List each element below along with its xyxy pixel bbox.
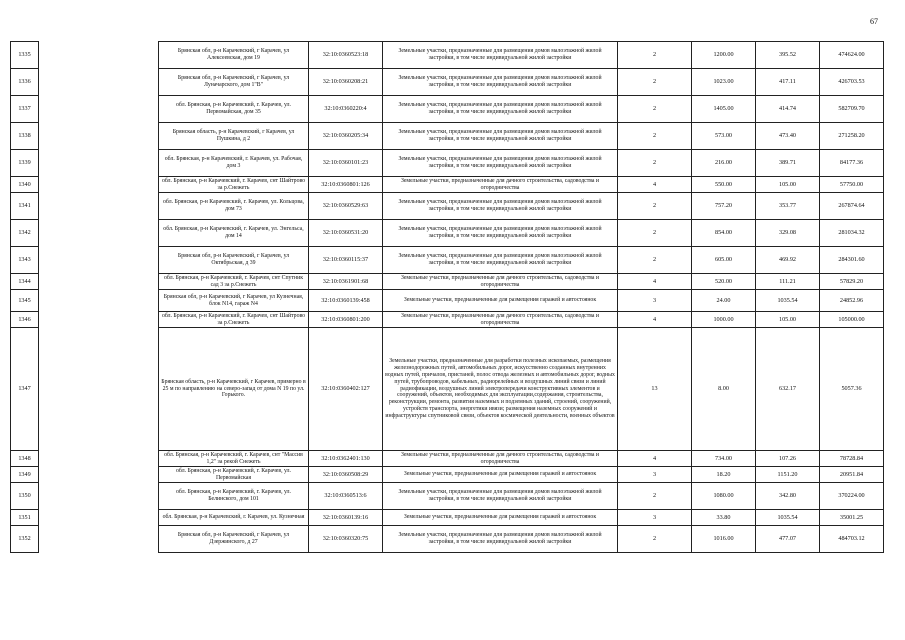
cadastral-number-cell: 32:10:0360402:127: [309, 328, 383, 451]
purpose-cell: Земельные участки, предназначенные для размещения домов малоэтажной жилой застройки, в том числе индивидуальной жилой застройки: [383, 150, 618, 177]
rate-cell: 632.17: [756, 328, 820, 451]
table-row: [11, 247, 884, 274]
cadastral-number-cell: 32:10:0360320:75: [309, 526, 383, 553]
cadastral-value-cell: 370224.00: [820, 483, 884, 510]
area-cell: 33.80: [692, 510, 756, 526]
cadastral-number-cell: 32:10:0360513:6: [309, 483, 383, 510]
table-row: [11, 123, 884, 150]
category-cell: 4: [618, 451, 692, 467]
row-spacer: [39, 290, 159, 312]
row-spacer: [39, 177, 159, 193]
cadastral-value-cell: 267874.64: [820, 193, 884, 220]
table-row: [11, 290, 884, 312]
purpose-cell: Земельные участки, предназначенные для размещения домов малоэтажной жилой застройки, в том числе индивидуальной жилой застройки: [383, 42, 618, 69]
rate-cell: 342.80: [756, 483, 820, 510]
rate-cell: 414.74: [756, 96, 820, 123]
page-number: 67: [870, 17, 878, 26]
category-cell: 13: [618, 328, 692, 451]
row-spacer: [39, 451, 159, 467]
row-number: 1344: [11, 274, 39, 290]
purpose-cell: Земельные участки, предназначенные для размещения домов малоэтажной жилой застройки, в том числе индивидуальной жилой застройки: [383, 123, 618, 150]
category-cell: 2: [618, 483, 692, 510]
row-spacer: [39, 69, 159, 96]
purpose-cell: Земельные участки, предназначенные для размещения домов малоэтажной жилой застройки, в том числе индивидуальной жилой застройки: [383, 483, 618, 510]
purpose-cell: Земельные участки, предназначенные для дачного строительства, садоводства и огородничества: [383, 312, 618, 328]
rate-cell: 477.07: [756, 526, 820, 553]
row-number: 1336: [11, 69, 39, 96]
row-number: 1351: [11, 510, 39, 526]
table-row: [11, 451, 884, 467]
table-row: [11, 177, 884, 193]
cadastral-number-cell: 32:10:0360523:18: [309, 42, 383, 69]
purpose-cell: Земельные участки, предназначенные для размещения гаражей и автостоянок: [383, 467, 618, 483]
rate-cell: 395.52: [756, 42, 820, 69]
area-cell: 550.00: [692, 177, 756, 193]
cadastral-number-cell: 32:10:0360139:458: [309, 290, 383, 312]
address-cell: обл. Брянская, р-н Карачевский, г. Карачев, снт Спутник сад 3 за р.Снежеть: [159, 274, 309, 290]
cadastral-number-cell: 32:10:0360139:16: [309, 510, 383, 526]
row-number: 1342: [11, 220, 39, 247]
category-cell: 3: [618, 467, 692, 483]
rate-cell: 1035.54: [756, 290, 820, 312]
area-cell: 854.00: [692, 220, 756, 247]
area-cell: 1023.00: [692, 69, 756, 96]
rate-cell: 473.40: [756, 123, 820, 150]
purpose-cell: Земельные участки, предназначенные для размещения домов малоэтажной жилой застройки, в том числе индивидуальной жилой застройки: [383, 96, 618, 123]
purpose-cell: Земельные участки, предназначенные для размещения домов малоэтажной жилой застройки, в том числе индивидуальной жилой застройки: [383, 220, 618, 247]
address-cell: обл. Брянская, р-н Карачевский, г. Карачев, ул. Кузнечная: [159, 510, 309, 526]
cadastral-value-cell: 84177.36: [820, 150, 884, 177]
row-spacer: [39, 526, 159, 553]
area-cell: 1000.00: [692, 312, 756, 328]
category-cell: 2: [618, 247, 692, 274]
row-spacer: [39, 274, 159, 290]
address-cell: Брянская область, р-н Карачевский, г Карачев, ул Пушкина, д 2: [159, 123, 309, 150]
purpose-cell: Земельные участки, предназначенные для размещения домов малоэтажной жилой застройки, в том числе индивидуальной жилой застройки: [383, 247, 618, 274]
address-cell: обл. Брянская, р-н Карачевский, г. Карачев, ул. Первомайская: [159, 467, 309, 483]
row-spacer: [39, 312, 159, 328]
purpose-cell: Земельные участки, предназначенные для дачного строительства, садоводства и огородничества: [383, 177, 618, 193]
row-number: 1341: [11, 193, 39, 220]
category-cell: 2: [618, 150, 692, 177]
rate-cell: 389.71: [756, 150, 820, 177]
category-cell: 3: [618, 510, 692, 526]
purpose-cell: Земельные участки, предназначенные для дачного строительства, садоводства и огородничества: [383, 451, 618, 467]
row-number: 1352: [11, 526, 39, 553]
purpose-cell: Земельные участки, предназначенные для размещения домов малоэтажной жилой застройки, в том числе индивидуальной жилой застройки: [383, 69, 618, 96]
cadastral-number-cell: 32:10:0360801:200: [309, 312, 383, 328]
cadastral-number-cell: 32:10:0362401:130: [309, 451, 383, 467]
rate-cell: 111.21: [756, 274, 820, 290]
purpose-cell: Земельные участки, предназначенные для размещения гаражей и автостоянок: [383, 290, 618, 312]
rate-cell: 107.26: [756, 451, 820, 467]
area-cell: 1080.00: [692, 483, 756, 510]
row-spacer: [39, 483, 159, 510]
table-body: [11, 42, 884, 553]
address-cell: Брянская обл, р-н Карачевский, г Карачев, ул Дзержинского, д 27: [159, 526, 309, 553]
table-row: [11, 328, 884, 451]
row-number: 1347: [11, 328, 39, 451]
rate-cell: 105.00: [756, 312, 820, 328]
row-spacer: [39, 220, 159, 247]
cadastral-number-cell: 32:10:0360220:4: [309, 96, 383, 123]
area-cell: 18.20: [692, 467, 756, 483]
address-cell: Брянская обл, р-н Карачевский, г Карачев, ул Октябрьская, д 39: [159, 247, 309, 274]
area-cell: 216.00: [692, 150, 756, 177]
cadastral-value-cell: 57750.00: [820, 177, 884, 193]
address-cell: обл. Брянская, р-н Карачевский, г. Карачев, ул. Рабочая, дом 3: [159, 150, 309, 177]
cadastral-number-cell: 32:10:0361901:68: [309, 274, 383, 290]
rate-cell: 329.08: [756, 220, 820, 247]
cadastral-number-cell: 32:10:0360508:29: [309, 467, 383, 483]
category-cell: 2: [618, 123, 692, 150]
cadastral-value-cell: 484703.12: [820, 526, 884, 553]
address-cell: обл. Брянская, р-н Карачевский, г. Карачев, снт Шайтрово за р.Снежеть: [159, 312, 309, 328]
cadastral-value-cell: 20951.84: [820, 467, 884, 483]
row-number: 1345: [11, 290, 39, 312]
category-cell: 2: [618, 193, 692, 220]
address-cell: обл. Брянская, р-н Карачевский, г. Карачев, ул. Белинского, дом 101: [159, 483, 309, 510]
cadastral-value-cell: 284301.60: [820, 247, 884, 274]
address-cell: обл. Брянская, р-н Карачевский, г. Карачев, снт Шайтрово за р.Снежеть: [159, 177, 309, 193]
row-spacer: [39, 42, 159, 69]
cadastral-number-cell: 32:10:0360115:37: [309, 247, 383, 274]
table-row: [11, 193, 884, 220]
cadastral-number-cell: 32:10:0360101:23: [309, 150, 383, 177]
cadastral-value-cell: 582709.70: [820, 96, 884, 123]
area-cell: 1405.00: [692, 96, 756, 123]
land-plots-table: [10, 41, 884, 553]
row-spacer: [39, 467, 159, 483]
cadastral-number-cell: 32:10:0360801:126: [309, 177, 383, 193]
purpose-cell: Земельные участки, предназначенные для размещения домов малоэтажной жилой застройки, в том числе индивидуальной жилой застройки: [383, 526, 618, 553]
cadastral-value-cell: 35001.25: [820, 510, 884, 526]
table-row: [11, 483, 884, 510]
purpose-cell: Земельные участки, предназначенные для размещения домов малоэтажной жилой застройки, в том числе индивидуальной жилой застройки: [383, 193, 618, 220]
category-cell: 4: [618, 177, 692, 193]
address-cell: обл. Брянская, р-н Карачевский, г. Карачев, снт "Массив 1,2" за рекой Снежеть: [159, 451, 309, 467]
row-number: 1350: [11, 483, 39, 510]
area-cell: 8.00: [692, 328, 756, 451]
rate-cell: 469.92: [756, 247, 820, 274]
address-cell: Брянская обл, р-н Карачевский, г Карачев, ул Кузнечная, блок N14, гараж N4: [159, 290, 309, 312]
area-cell: 573.00: [692, 123, 756, 150]
table-row: [11, 526, 884, 553]
rate-cell: 353.77: [756, 193, 820, 220]
category-cell: 4: [618, 312, 692, 328]
area-cell: 24.00: [692, 290, 756, 312]
table-row: [11, 274, 884, 290]
cadastral-number-cell: 32:10:0360531:20: [309, 220, 383, 247]
purpose-cell: Земельные участки, предназначенные для разработки полезных ископаемых, размещения железнодорожных путей, автомобильных дорог, искусственно созданных внутренних водных путей, причалов, пристаней, полос отвода железных и автомобильных дорог, водных путей, трубопроводов, кабельных, радиорелейных и воздушных линий связи и линий радиофикации, воздушных линий электропередачи конструктивных элементов и сооружений, объектов, необходимых для эксплуатации,содержания, строительства, реконструкции, ремонта, развития наземных и подземных зданий, строений, сооружений, устройств транспорта, энергетики ивязи; размещения наземных сооружений и инфраструктуры спутниковой связи, объектов космической деятельности, военных объектов: [383, 328, 618, 451]
area-cell: 605.00: [692, 247, 756, 274]
area-cell: 757.20: [692, 193, 756, 220]
address-cell: обл. Брянская, р-н Карачевский, г. Карачев, ул. Кольцова, дом 73: [159, 193, 309, 220]
row-number: 1343: [11, 247, 39, 274]
category-cell: 2: [618, 96, 692, 123]
category-cell: 4: [618, 274, 692, 290]
area-cell: 1200.00: [692, 42, 756, 69]
category-cell: 2: [618, 526, 692, 553]
cadastral-value-cell: 271258.20: [820, 123, 884, 150]
row-spacer: [39, 123, 159, 150]
rate-cell: 1151.20: [756, 467, 820, 483]
table-row: [11, 510, 884, 526]
address-cell: обл. Брянская, р-н Карачевский, г. Карачев, ул. Энгельса, дом 14: [159, 220, 309, 247]
cadastral-value-cell: 57829.20: [820, 274, 884, 290]
row-spacer: [39, 193, 159, 220]
rate-cell: 417.11: [756, 69, 820, 96]
rate-cell: 105.00: [756, 177, 820, 193]
row-number: 1346: [11, 312, 39, 328]
cadastral-value-cell: 78728.84: [820, 451, 884, 467]
row-spacer: [39, 150, 159, 177]
purpose-cell: Земельные участки, предназначенные для размещения гаражей и автостоянок: [383, 510, 618, 526]
area-cell: 1016.00: [692, 526, 756, 553]
cadastral-value-cell: 426703.53: [820, 69, 884, 96]
table-row: [11, 42, 884, 69]
cadastral-number-cell: 32:10:0360529:63: [309, 193, 383, 220]
cadastral-value-cell: 5057.36: [820, 328, 884, 451]
address-cell: Брянская обл, р-н Карачевский, г Карачев, ул Луначарского, дом 1"В": [159, 69, 309, 96]
area-cell: 734.00: [692, 451, 756, 467]
rate-cell: 1035.54: [756, 510, 820, 526]
area-cell: 520.00: [692, 274, 756, 290]
row-number: 1337: [11, 96, 39, 123]
cadastral-number-cell: 32:10:0360205:34: [309, 123, 383, 150]
address-cell: Брянская обл, р-н Карачевский, г Карачев, ул Алексеевская, дом 19: [159, 42, 309, 69]
row-number: 1348: [11, 451, 39, 467]
address-cell: Брянская область, р-н Карачевский, г Карачев, примерно в 25 м по направлению на северо-запад от дома N 19 по ул. Горького.: [159, 328, 309, 451]
row-number: 1339: [11, 150, 39, 177]
table-row: [11, 69, 884, 96]
table-row: [11, 96, 884, 123]
category-cell: 2: [618, 69, 692, 96]
row-number: 1338: [11, 123, 39, 150]
cadastral-value-cell: 105000.00: [820, 312, 884, 328]
table-row: [11, 150, 884, 177]
table-row: [11, 220, 884, 247]
category-cell: 3: [618, 290, 692, 312]
category-cell: 2: [618, 220, 692, 247]
cadastral-value-cell: 474624.00: [820, 42, 884, 69]
row-spacer: [39, 328, 159, 451]
row-spacer: [39, 510, 159, 526]
row-number: 1349: [11, 467, 39, 483]
category-cell: 2: [618, 42, 692, 69]
address-cell: обл. Брянская, р-н Карачевский, г. Карачев, ул. Первомайская, дом 35: [159, 96, 309, 123]
row-number: 1340: [11, 177, 39, 193]
table-row: [11, 467, 884, 483]
cadastral-value-cell: 24852.96: [820, 290, 884, 312]
table-row: [11, 312, 884, 328]
purpose-cell: Земельные участки, предназначенные для дачного строительства, садоводства и огородничества: [383, 274, 618, 290]
cadastral-number-cell: 32:10:0360208:21: [309, 69, 383, 96]
cadastral-value-cell: 281034.32: [820, 220, 884, 247]
row-spacer: [39, 96, 159, 123]
row-number: 1335: [11, 42, 39, 69]
row-spacer: [39, 247, 159, 274]
